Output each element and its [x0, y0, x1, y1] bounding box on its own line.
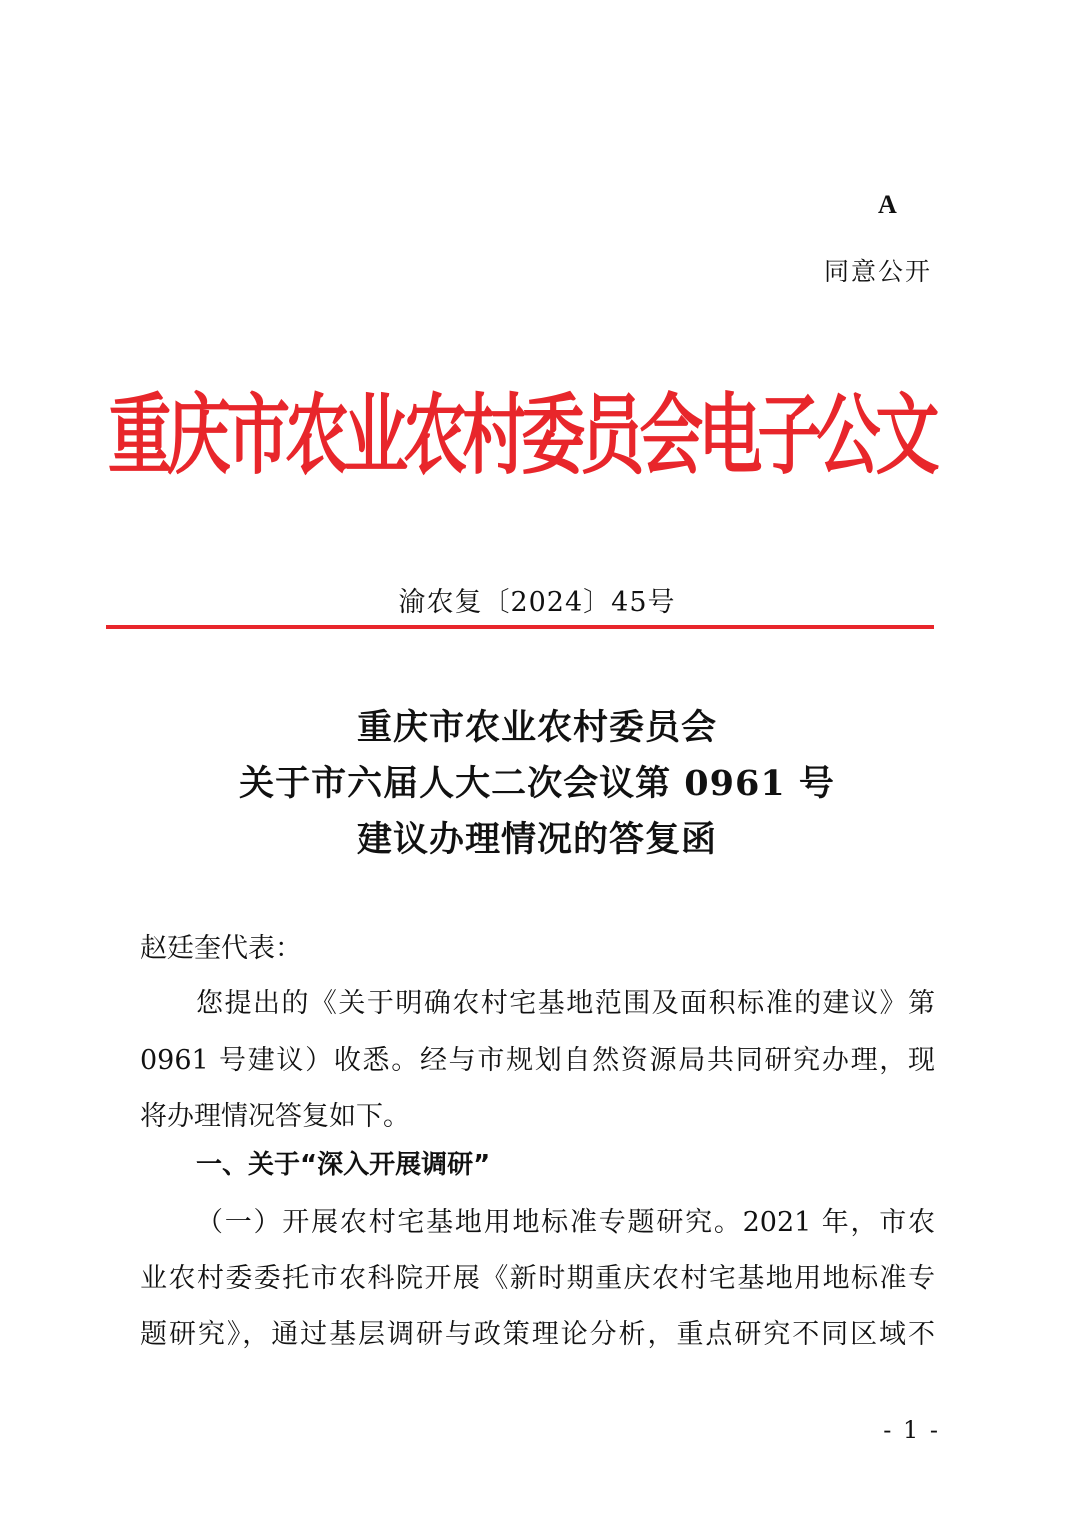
document-number: 渝农复〔2024〕45号 — [398, 587, 676, 618]
page-number: - 1 - — [883, 1416, 940, 1444]
classification-mark: A — [878, 190, 897, 219]
paragraph-2-line-2: 业农村委委托市农科院开展《新时期重庆农村宅基地用地标准专 — [140, 1263, 935, 1294]
paragraph-2-line-1: （一）开展农村宅基地用地标准专题研究。2021 年，市农 — [196, 1207, 935, 1238]
paragraph-1-line-2: 0961 号建议）收悉。经与市规划自然资源局共同研究办理，现 — [140, 1045, 935, 1076]
issuer-banner: 重庆市农业农村委员会电子公文 — [108, 386, 935, 487]
paragraph-1-line-1: 您提出的《关于明确农村宅基地范围及面积标准的建议》第 — [196, 988, 935, 1019]
title-line-3: 建议办理情况的答复函 — [356, 819, 717, 860]
paragraph-1-line-3: 将办理情况答复如下。 — [140, 1101, 410, 1132]
title-line-2: 关于市六届人大二次会议第 0961 号 — [239, 763, 835, 804]
salutation: 赵廷奎代表： — [140, 933, 302, 964]
title-line-1: 重庆市农业农村委员会 — [356, 707, 717, 748]
section-1-heading: 一、关于“深入开展调研” — [196, 1150, 491, 1180]
red-separator-line — [106, 625, 934, 629]
disclosure-note: 同意公开 — [824, 257, 933, 286]
paragraph-2-line-3: 题研究》，通过基层调研与政策理论分析，重点研究不同区域不 — [140, 1319, 935, 1350]
